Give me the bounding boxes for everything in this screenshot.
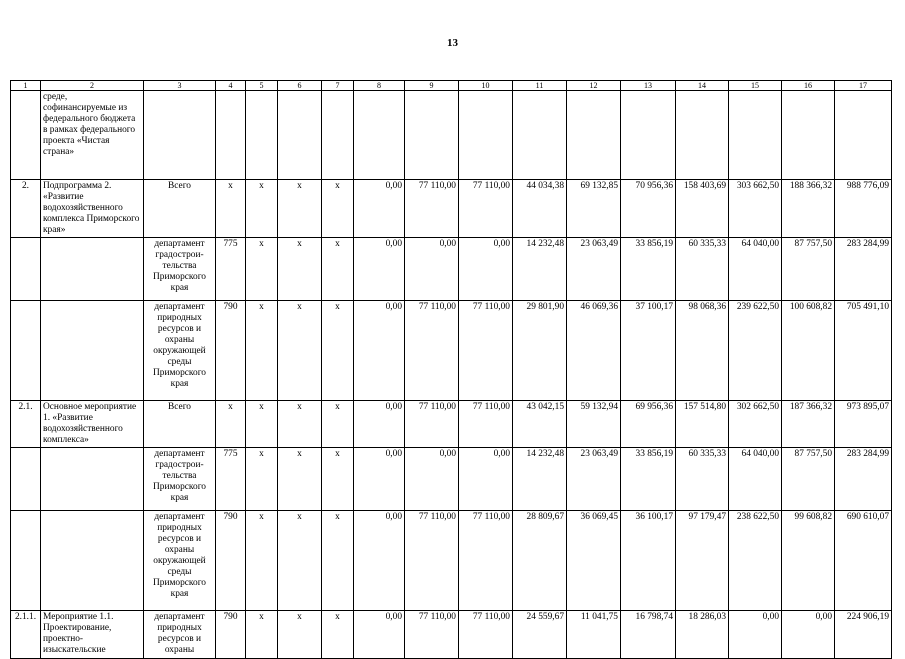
row-name-cell: среде, софинансируемые из федерального бюджета в рамках федерального проекта «Чистая страна» <box>41 91 144 180</box>
amount-cell <box>405 91 459 180</box>
amount-cell <box>354 91 405 180</box>
c7-cell: х <box>322 180 354 238</box>
c5-cell: х <box>246 180 278 238</box>
amount-cell: 70 956,36 <box>621 180 676 238</box>
amount-cell: 0,00 <box>729 611 782 659</box>
amount-cell: 0,00 <box>354 511 405 611</box>
row-number-cell <box>11 238 41 301</box>
row-number-cell <box>11 511 41 611</box>
c6-cell: х <box>278 448 322 511</box>
code-cell: х <box>216 401 246 448</box>
table-row <box>11 238 892 301</box>
amount-cell: 44 034,38 <box>513 180 567 238</box>
c5-cell: х <box>246 611 278 659</box>
c5-cell: х <box>246 401 278 448</box>
amount-cell: 77 110,00 <box>405 180 459 238</box>
c5-cell <box>246 91 278 180</box>
amount-cell <box>459 91 513 180</box>
column-number-cell: 3 <box>144 81 216 91</box>
row-number-cell <box>11 448 41 511</box>
row-name-cell <box>41 301 144 401</box>
amount-cell: 283 284,99 <box>835 238 892 301</box>
table-body <box>11 81 892 659</box>
amount-cell: 0,00 <box>354 401 405 448</box>
c7-cell: х <box>322 238 354 301</box>
row-name-cell <box>41 511 144 611</box>
row-number-cell <box>11 91 41 180</box>
amount-cell: 100 608,82 <box>782 301 835 401</box>
amount-cell: 60 335,33 <box>676 448 729 511</box>
column-number-cell: 7 <box>322 81 354 91</box>
table-row <box>11 611 892 659</box>
row-name-cell <box>41 238 144 301</box>
amount-cell: 24 559,67 <box>513 611 567 659</box>
amount-cell: 97 179,47 <box>676 511 729 611</box>
amount-cell: 77 110,00 <box>405 401 459 448</box>
column-number-cell: 5 <box>246 81 278 91</box>
c6-cell: х <box>278 511 322 611</box>
column-number-cell: 16 <box>782 81 835 91</box>
amount-cell: 238 622,50 <box>729 511 782 611</box>
row-name-cell: Мероприятие 1.1. Проектирование, проектно-изыскательские <box>41 611 144 659</box>
executor-cell: департамент градострои-тельства Приморского края <box>144 238 216 301</box>
c7-cell: х <box>322 448 354 511</box>
code-cell: 775 <box>216 238 246 301</box>
amount-cell: 77 110,00 <box>459 611 513 659</box>
code-cell: 790 <box>216 611 246 659</box>
amount-cell: 0,00 <box>459 448 513 511</box>
amount-cell: 14 232,48 <box>513 238 567 301</box>
amount-cell: 187 366,32 <box>782 401 835 448</box>
amount-cell: 224 906,19 <box>835 611 892 659</box>
table-row <box>11 401 892 448</box>
column-number-cell: 9 <box>405 81 459 91</box>
column-number-cell: 10 <box>459 81 513 91</box>
column-number-cell: 2 <box>41 81 144 91</box>
table-row <box>11 91 892 180</box>
amount-cell: 43 042,15 <box>513 401 567 448</box>
budget-table <box>10 80 892 659</box>
amount-cell: 0,00 <box>354 238 405 301</box>
amount-cell: 705 491,10 <box>835 301 892 401</box>
c5-cell: х <box>246 301 278 401</box>
c7-cell: х <box>322 511 354 611</box>
c6-cell <box>278 91 322 180</box>
amount-cell: 0,00 <box>354 448 405 511</box>
amount-cell: 60 335,33 <box>676 238 729 301</box>
amount-cell: 188 366,32 <box>782 180 835 238</box>
amount-cell: 77 110,00 <box>459 511 513 611</box>
table-row <box>11 180 892 238</box>
amount-cell <box>835 91 892 180</box>
amount-cell: 690 610,07 <box>835 511 892 611</box>
amount-cell: 29 801,90 <box>513 301 567 401</box>
column-number-cell: 1 <box>11 81 41 91</box>
amount-cell <box>676 91 729 180</box>
amount-cell: 64 040,00 <box>729 448 782 511</box>
column-number-cell: 4 <box>216 81 246 91</box>
code-cell: х <box>216 180 246 238</box>
c6-cell: х <box>278 611 322 659</box>
c5-cell: х <box>246 238 278 301</box>
c6-cell: х <box>278 301 322 401</box>
amount-cell: 973 895,07 <box>835 401 892 448</box>
amount-cell: 239 622,50 <box>729 301 782 401</box>
amount-cell: 23 063,49 <box>567 448 621 511</box>
amount-cell: 77 110,00 <box>405 511 459 611</box>
c6-cell: х <box>278 238 322 301</box>
amount-cell: 99 608,82 <box>782 511 835 611</box>
amount-cell: 157 514,80 <box>676 401 729 448</box>
executor-cell: Всего <box>144 180 216 238</box>
c7-cell: х <box>322 301 354 401</box>
c6-cell: х <box>278 401 322 448</box>
row-number-cell: 2.1. <box>11 401 41 448</box>
c7-cell: х <box>322 401 354 448</box>
amount-cell: 37 100,17 <box>621 301 676 401</box>
amount-cell: 33 856,19 <box>621 238 676 301</box>
amount-cell: 14 232,48 <box>513 448 567 511</box>
column-number-cell: 15 <box>729 81 782 91</box>
amount-cell: 988 776,09 <box>835 180 892 238</box>
amount-cell: 0,00 <box>782 611 835 659</box>
c5-cell: х <box>246 448 278 511</box>
amount-cell: 36 069,45 <box>567 511 621 611</box>
row-number-cell <box>11 301 41 401</box>
table-row <box>11 301 892 401</box>
amount-cell: 283 284,99 <box>835 448 892 511</box>
amount-cell: 33 856,19 <box>621 448 676 511</box>
amount-cell: 69 956,36 <box>621 401 676 448</box>
amount-cell: 77 110,00 <box>459 301 513 401</box>
amount-cell: 16 798,74 <box>621 611 676 659</box>
amount-cell: 87 757,50 <box>782 448 835 511</box>
code-cell <box>216 91 246 180</box>
amount-cell: 77 110,00 <box>459 180 513 238</box>
table-row <box>11 448 892 511</box>
amount-cell: 18 286,03 <box>676 611 729 659</box>
amount-cell: 158 403,69 <box>676 180 729 238</box>
amount-cell: 0,00 <box>354 301 405 401</box>
amount-cell: 77 110,00 <box>405 301 459 401</box>
amount-cell: 0,00 <box>354 180 405 238</box>
executor-cell: департамент природных ресурсов и охраны <box>144 611 216 659</box>
amount-cell: 77 110,00 <box>459 401 513 448</box>
row-number-cell: 2. <box>11 180 41 238</box>
amount-cell: 77 110,00 <box>405 611 459 659</box>
column-number-cell: 13 <box>621 81 676 91</box>
amount-cell: 0,00 <box>405 448 459 511</box>
column-number-cell: 8 <box>354 81 405 91</box>
executor-cell: департамент природных ресурсов и охраны окружающей среды Приморского края <box>144 301 216 401</box>
row-name-cell <box>41 448 144 511</box>
column-number-cell: 11 <box>513 81 567 91</box>
amount-cell: 302 662,50 <box>729 401 782 448</box>
amount-cell: 303 662,50 <box>729 180 782 238</box>
column-number-row <box>11 81 892 91</box>
executor-cell: департамент градострои-тельства Приморского края <box>144 448 216 511</box>
executor-cell: департамент природных ресурсов и охраны окружающей среды Приморского края <box>144 511 216 611</box>
column-number-cell: 14 <box>676 81 729 91</box>
row-number-cell: 2.1.1. <box>11 611 41 659</box>
amount-cell: 0,00 <box>354 611 405 659</box>
amount-cell: 59 132,94 <box>567 401 621 448</box>
amount-cell: 11 041,75 <box>567 611 621 659</box>
row-name-cell: Подпрограмма 2. «Развитие водохозяйственного комплекса Приморского края» <box>41 180 144 238</box>
c7-cell: х <box>322 611 354 659</box>
amount-cell: 36 100,17 <box>621 511 676 611</box>
column-number-cell: 17 <box>835 81 892 91</box>
code-cell: 790 <box>216 511 246 611</box>
code-cell: 775 <box>216 448 246 511</box>
amount-cell: 87 757,50 <box>782 238 835 301</box>
amount-cell: 0,00 <box>459 238 513 301</box>
executor-cell: Всего <box>144 401 216 448</box>
amount-cell: 28 809,67 <box>513 511 567 611</box>
c5-cell: х <box>246 511 278 611</box>
amount-cell: 69 132,85 <box>567 180 621 238</box>
column-number-cell: 12 <box>567 81 621 91</box>
c7-cell <box>322 91 354 180</box>
amount-cell: 46 069,36 <box>567 301 621 401</box>
page-number: 13 <box>447 37 458 49</box>
amount-cell: 23 063,49 <box>567 238 621 301</box>
c6-cell: х <box>278 180 322 238</box>
amount-cell <box>513 91 567 180</box>
row-name-cell: Основное мероприятие 1. «Развитие водохозяйственного комплекса» <box>41 401 144 448</box>
amount-cell <box>567 91 621 180</box>
amount-cell: 98 068,36 <box>676 301 729 401</box>
amount-cell <box>782 91 835 180</box>
column-number-cell: 6 <box>278 81 322 91</box>
amount-cell <box>729 91 782 180</box>
executor-cell <box>144 91 216 180</box>
amount-cell: 64 040,00 <box>729 238 782 301</box>
code-cell: 790 <box>216 301 246 401</box>
amount-cell: 0,00 <box>405 238 459 301</box>
table-row <box>11 511 892 611</box>
amount-cell <box>621 91 676 180</box>
